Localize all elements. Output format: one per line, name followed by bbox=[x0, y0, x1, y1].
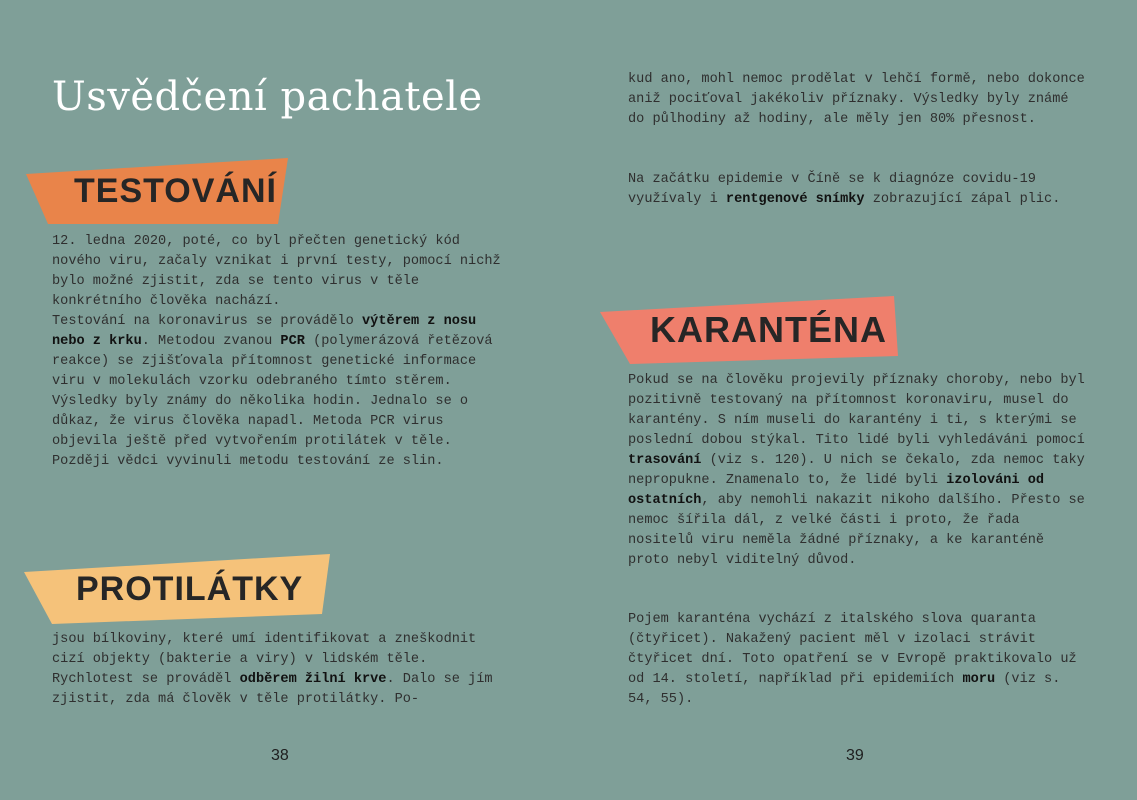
section-banner-protilatky bbox=[24, 554, 330, 624]
paragraph-text: Na začátku epidemie v Číně se k diagnóze covidu-19 využívaly i bbox=[628, 172, 1036, 207]
page-number-left: 38 bbox=[271, 747, 289, 764]
paragraph-text: . Metodou zvanou bbox=[141, 334, 281, 349]
paragraph-text: Pokud se na člověku projevily příznaky choroby, nebo byl pozitivně testovaný na přítomnost koronaviru, musel do karantény. S ním museli do karantény i ti, s kterými se poslední dobou stýkal. Tito lidé byli vyhledáváni pomocí bbox=[628, 373, 1085, 448]
section-heading: TESTOVÁNÍ bbox=[74, 171, 277, 210]
page-number-right: 39 bbox=[846, 747, 864, 764]
section-heading: PROTILÁTKY bbox=[76, 569, 304, 608]
paragraph-text: (polymerázová řetězová reakce) se zjišťovala přítomnost genetické informace viru v molekulách vzorku odebraného tímto stěrem. Výsledky byly známy do několika hodin. Jednalo se o důkaz, že virus člověka napadl. Metoda PCR virus objevila ještě před vytvořením protilátek v těle. Později vědci vyvinuli metodu testování ze slin. bbox=[52, 334, 493, 469]
paragraph-text: kud ano, mohl nemoc prodělat v lehčí formě, nebo dokonce aniž pociťoval jakékoliv příznaky. Výsledky byly známé do půlhodiny až hodiny, ale měly jen 80% přesnost. bbox=[628, 72, 1085, 127]
intro-text bbox=[628, 70, 1086, 130]
bold-term: trasování bbox=[628, 453, 702, 468]
bold-term: výtěrem z nosu nebo z krku bbox=[52, 314, 477, 349]
section-banner-testovani bbox=[26, 158, 288, 224]
paragraph-text: zobrazující zápal plic. bbox=[864, 192, 1061, 207]
karantena-text-1 bbox=[628, 371, 1086, 571]
bold-term: PCR bbox=[280, 334, 305, 349]
protilatky-text bbox=[52, 630, 512, 710]
paragraph-text: Testování na koronavirus se provádělo bbox=[52, 314, 362, 329]
paragraph-text: Pojem karanténa vychází z italského slova quaranta (čtyřicet). Nakažený pacient měl v izolaci strávit čtyřicet dní. Toto opatření se v Evropě praktikovalo už od 14. století, například při epidemiích bbox=[628, 612, 1077, 687]
section-banner-karantena bbox=[600, 296, 898, 364]
bold-term: izolováni od ostatních bbox=[628, 473, 1045, 508]
karantena-text-2 bbox=[628, 610, 1086, 710]
page-title: Usvědčení pachatele bbox=[52, 74, 483, 120]
paragraph-text: , aby nemohli nakazit nikoho dalšího. Přesto se nemoc šířila dál, z velké části i proto, že řada nositelů viru neměla žádné příznaky, a ke karanténě proto nebyl viditelný důvod. bbox=[628, 493, 1085, 568]
paragraph-text: 12. ledna 2020, poté, co byl přečten genetický kód nového viru, začaly vznikat i první testy, pomocí nichž bylo možné zjistit, zda se tento virus v těle konkrétního člověka nachází. bbox=[52, 234, 501, 309]
testovani-text bbox=[52, 232, 512, 472]
china-text bbox=[628, 170, 1086, 210]
paragraph-text: . Dalo se jím zjistit, zda má člověk v těle protilátky. Po- bbox=[52, 672, 493, 707]
bold-term: rentgenové snímky bbox=[725, 192, 865, 207]
section-heading: KARANTÉNA bbox=[650, 309, 887, 350]
paragraph-text: (viz s. 54, 55). bbox=[628, 672, 1061, 707]
bold-term: moru bbox=[962, 672, 996, 687]
paragraph-text: (viz s. 120). U nich se čekalo, zda nemoc taky nepropukne. Znamenalo to, že lidé byli bbox=[628, 453, 1085, 488]
bold-term: odběrem žilní krve bbox=[239, 672, 387, 687]
paragraph-text: jsou bílkoviny, které umí identifikovat a zneškodnit cizí objekty (bakterie a viry) v lidském těle. Rychlotest se prováděl bbox=[52, 632, 477, 687]
